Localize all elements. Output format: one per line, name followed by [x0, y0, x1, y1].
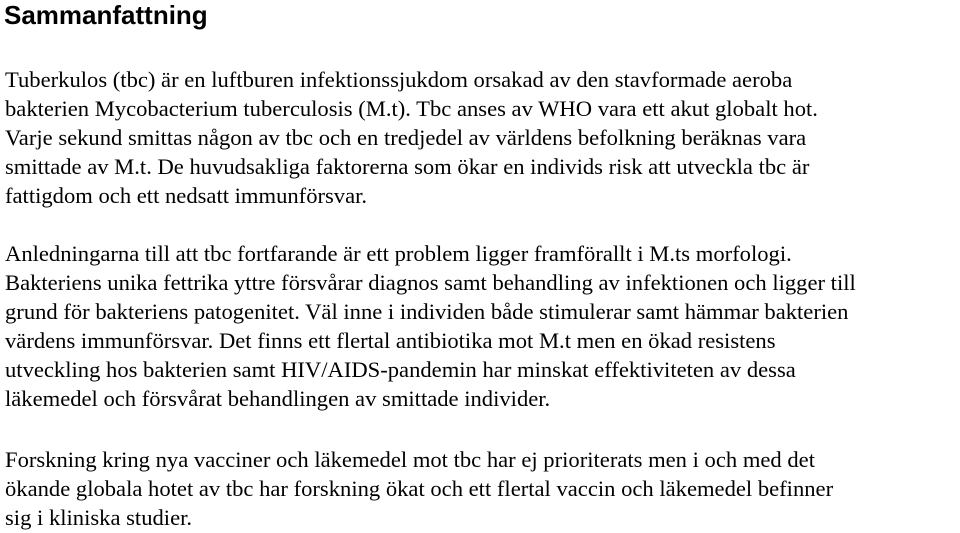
section-heading: Sammanfattning: [4, 0, 208, 30]
text-line: Varje sekund smittas någon av tbc och en tredjedel av världens befolkning beräknas vara: [5, 125, 807, 150]
text-line: fattigdom och ett nedsatt immunförsvar.: [5, 183, 368, 208]
text-line: utveckling hos bakterien samt HIV/AIDS-pandemin har minskat effektiviteten av dessa: [5, 357, 796, 382]
text-line: Bakteriens unika fettrika yttre försvårar diagnos samt behandling av infektionen och ligger till: [5, 270, 856, 295]
text-line: sig i kliniska studier.: [5, 505, 193, 530]
text-line: grund för bakteriens patogenitet. Väl inne i individen både stimulerar samt hämmar bakterien: [5, 299, 849, 324]
paragraph-2: [5, 239, 856, 413]
text-line: Anledningarna till att tbc fortfarande är ett problem ligger framförallt i M.ts morfologi.: [5, 241, 792, 266]
text-line: Forskning kring nya vacciner och läkemedel mot tbc har ej prioriterats men i och med det: [5, 447, 815, 472]
paragraph-3: [5, 445, 833, 532]
text-line: bakterien Mycobacterium tuberculosis (M.t). Tbc anses av WHO vara ett akut globalt hot.: [5, 96, 818, 121]
text-line: läkemedel och försvårat behandlingen av smittade individer.: [5, 386, 551, 411]
text-line: värdens immunförsvar. Det finns ett flertal antibiotika mot M.t men en ökad resistens: [5, 328, 776, 353]
text-line: smittade av M.t. De huvudsakliga faktorerna som ökar en individs risk att utveckla tbc är: [5, 154, 810, 179]
paragraph-1: [5, 65, 818, 210]
text-line: Tuberkulos (tbc) är en luftburen infektionssjukdom orsakad av den stavformade aeroba: [5, 67, 793, 92]
text-line: ökande globala hotet av tbc har forskning ökat och ett flertal vaccin och läkemedel befinner: [5, 476, 834, 501]
